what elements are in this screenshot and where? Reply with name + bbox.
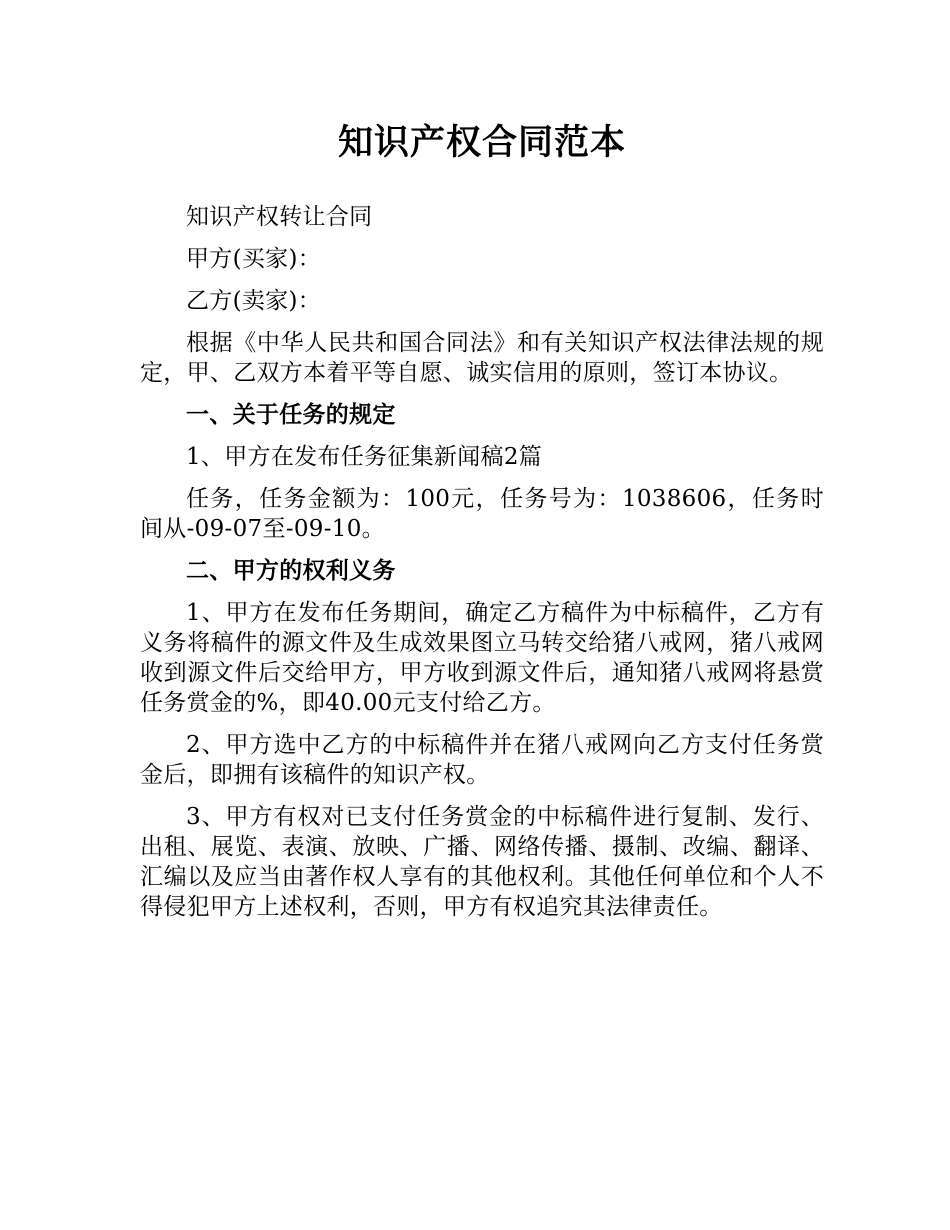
preamble-paragraph: 根据《中华人民共和国合同法》和有关知识产权法律法规的规定，甲、乙双方本着平等自愿、诚实信用的原则，签订本协议。 bbox=[140, 330, 824, 386]
section-heading-1: 一、关于任务的规定 bbox=[186, 402, 396, 428]
task-clause-1: 1、甲方在发布任务征集新闻稿2篇 bbox=[186, 444, 543, 470]
party-a-line: 甲方(买家)： bbox=[186, 246, 322, 272]
party-b-line: 乙方(卖家)： bbox=[186, 288, 322, 314]
document-title: 知识产权合同范本 bbox=[337, 123, 626, 163]
rights-clause-3: 3、甲方有权对已支付任务赏金的中标稿件进行复制、发行、出租、展览、表演、放映、广播、网络传播、摄制、改编、翻译、汇编以及应当由著作权人享有的其他权利。其他任何单位和个人不得侵犯甲方上述权利，否则，甲方有权追究其法律责任。 bbox=[140, 804, 824, 920]
rights-clause-1: 1、甲方在发布任务期间，确定乙方稿件为中标稿件，乙方有义务将稿件的源文件及生成效果图立马转交给猪八戒网，猪八戒网收到源文件后交给甲方，甲方收到源文件后，通知猪八戒网将悬赏任务赏金的%，即40.00元支付给乙方。 bbox=[140, 600, 824, 716]
section-heading-2: 二、甲方的权利义务 bbox=[186, 558, 396, 584]
task-details-paragraph: 任务，任务金额为：100元，任务号为：1038606，任务时间从-09-07至-09-10。 bbox=[140, 486, 824, 542]
rights-clause-2: 2、甲方选中乙方的中标稿件并在猪八戒网向乙方支付任务赏金后，即拥有该稿件的知识产权。 bbox=[140, 732, 824, 788]
contract-name: 知识产权转让合同 bbox=[186, 204, 373, 230]
